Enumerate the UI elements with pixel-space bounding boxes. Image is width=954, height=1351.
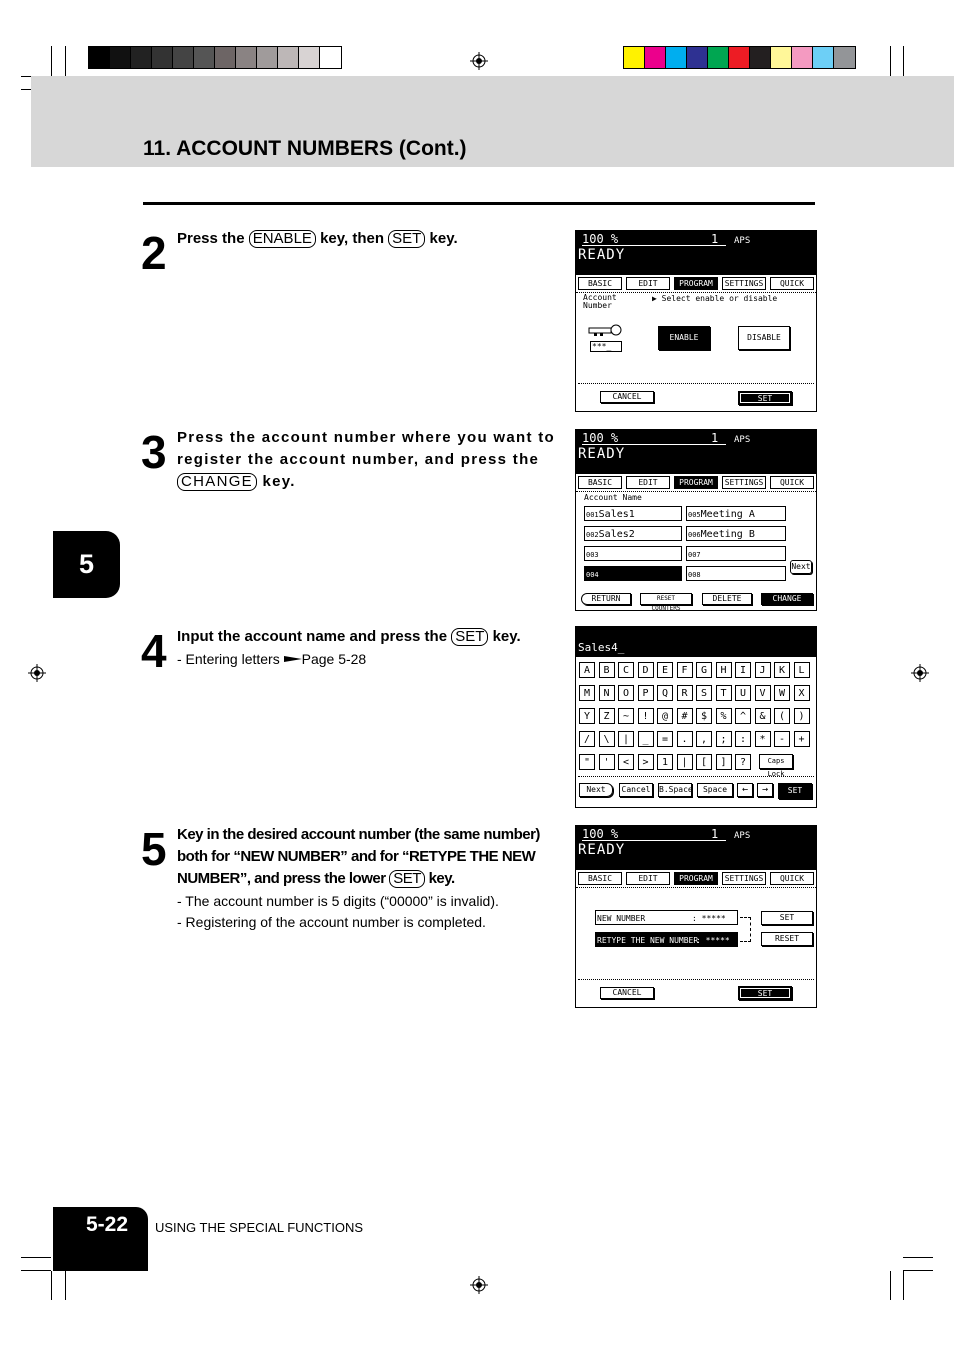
screen-keyboard	[575, 626, 817, 808]
divider	[578, 776, 814, 777]
key-3-7[interactable]: ;	[716, 731, 732, 747]
ready-status: READY	[578, 247, 626, 263]
key-2-8[interactable]: ^	[735, 708, 751, 724]
color-swatch	[299, 47, 320, 68]
account-name-heading: Account Name	[584, 493, 642, 502]
space-button[interactable]: Space	[697, 783, 733, 797]
key-2-4[interactable]: @	[657, 708, 673, 724]
crop-mark	[51, 46, 52, 76]
key-0-6[interactable]: G	[696, 662, 712, 678]
tab-program[interactable]: PROGRAM	[674, 476, 718, 489]
tab-basic[interactable]: BASIC	[578, 476, 622, 489]
color-swatch	[729, 47, 750, 68]
color-swatch	[215, 47, 236, 68]
set-button[interactable]: SET	[778, 783, 812, 799]
step-number: 4	[141, 625, 167, 677]
color-swatch	[750, 47, 771, 68]
key-4-7[interactable]: ]	[716, 754, 732, 770]
set-button[interactable]: SET	[738, 391, 792, 405]
key-2-9[interactable]: &	[755, 708, 771, 724]
key-2-3[interactable]: !	[638, 708, 654, 724]
key-3-2[interactable]: |	[618, 731, 634, 747]
retype-number-field[interactable]: RETYPE THE NEW NUMBER : *****	[595, 932, 738, 947]
copies-readout: 1	[711, 232, 719, 246]
tab-edit[interactable]: EDIT	[626, 476, 670, 489]
step-2-instruction: Press the ENABLE key, then SET key.	[177, 230, 458, 247]
key-4-1[interactable]: '	[599, 754, 615, 770]
key-0-3[interactable]: D	[638, 662, 654, 678]
screen-new-number	[575, 825, 817, 1008]
color-swatch	[792, 47, 813, 68]
key-4-5[interactable]: |	[677, 754, 693, 770]
color-swatch	[236, 47, 257, 68]
zoom-readout: 100 %	[582, 432, 726, 445]
reset-number-button[interactable]: RESET	[761, 932, 813, 946]
title-rule	[143, 202, 815, 205]
crop-mark	[65, 46, 66, 76]
key-1-7[interactable]: T	[716, 685, 732, 701]
set-key: SET	[451, 628, 488, 646]
key-2-0[interactable]: Y	[579, 708, 595, 724]
ready-status: READY	[578, 446, 626, 462]
screen-account-name	[575, 429, 817, 611]
zoom-readout: 100 %	[582, 233, 726, 246]
set-button[interactable]: SET	[738, 986, 792, 1000]
screen-tabs	[576, 872, 816, 885]
divider	[576, 491, 816, 492]
crop-mark	[890, 46, 891, 76]
tab-edit[interactable]: EDIT	[626, 277, 670, 290]
tab-quick[interactable]: QUICK	[770, 277, 814, 290]
aps-label: APS	[734, 236, 751, 246]
key-3-9[interactable]: *	[755, 731, 771, 747]
color-swatch	[708, 47, 729, 68]
registration-mark-icon	[28, 664, 46, 682]
account-cell[interactable]: 005Meeting A	[686, 506, 786, 521]
key-0-0[interactable]: A	[579, 662, 595, 678]
account-cell[interactable]: 007	[686, 546, 786, 561]
color-swatch	[131, 47, 152, 68]
gray-scale-bar	[88, 46, 342, 69]
key-3-6[interactable]: ,	[696, 731, 712, 747]
crop-mark	[903, 1270, 933, 1271]
color-swatch	[89, 47, 110, 68]
color-swatch	[666, 47, 687, 68]
key-2-6[interactable]: $	[696, 708, 712, 724]
color-swatch	[813, 47, 834, 68]
color-swatch	[771, 47, 792, 68]
connector-line	[740, 917, 751, 942]
step-3-instruction: Press the account number where you want to register the account number, and press the CHANGE key.	[177, 429, 556, 490]
key-1-2[interactable]: O	[618, 685, 634, 701]
account-cell[interactable]: 008	[686, 566, 786, 581]
color-swatch	[257, 47, 278, 68]
crop-mark	[21, 1257, 51, 1258]
key-0-5[interactable]: F	[677, 662, 693, 678]
key-4-6[interactable]: [	[696, 754, 712, 770]
tab-program[interactable]: PROGRAM	[674, 872, 718, 885]
color-swatch	[320, 47, 341, 68]
name-input[interactable]: Sales4_	[578, 641, 625, 654]
key-3-1[interactable]: \	[599, 731, 615, 747]
tab-settings[interactable]: SETTINGS	[722, 277, 766, 290]
account-cell[interactable]: 002Sales2	[584, 526, 682, 541]
copies-readout: 1	[711, 827, 719, 841]
cancel-button[interactable]: Cancel	[619, 783, 653, 797]
color-swatch	[834, 47, 855, 68]
page-number: 5-22	[86, 1213, 129, 1236]
tab-quick[interactable]: QUICK	[770, 476, 814, 489]
key-3-5[interactable]: .	[677, 731, 693, 747]
key-4-2[interactable]: <	[618, 754, 634, 770]
color-swatch	[173, 47, 194, 68]
enable-key: ENABLE	[249, 230, 316, 248]
return-button[interactable]: RETURN	[581, 593, 631, 605]
registration-mark-icon	[470, 1276, 488, 1294]
screen-status-bar	[576, 826, 816, 870]
tab-edit[interactable]: EDIT	[626, 872, 670, 885]
key-0-10[interactable]: K	[774, 662, 790, 678]
next-page-button[interactable]: Next	[790, 560, 812, 574]
key-1-4[interactable]: Q	[657, 685, 673, 701]
account-cell-selected[interactable]: 004	[584, 566, 682, 581]
aps-label: APS	[734, 435, 751, 445]
key-3-8[interactable]: :	[735, 731, 751, 747]
tab-settings[interactable]: SETTINGS	[722, 476, 766, 489]
account-cell[interactable]: 006Meeting B	[686, 526, 786, 541]
screen-enable-account	[575, 230, 817, 412]
crop-mark	[65, 1271, 66, 1300]
new-number-field[interactable]: NEW NUMBER : *****	[595, 910, 738, 925]
key-1-1[interactable]: N	[599, 685, 615, 701]
screen-status-bar	[576, 430, 816, 474]
tab-quick[interactable]: QUICK	[770, 872, 814, 885]
crop-mark	[903, 1257, 933, 1258]
key-3-0[interactable]: /	[579, 731, 595, 747]
section-footer: USING THE SPECIAL FUNCTIONS	[155, 1220, 364, 1235]
tab-basic[interactable]: BASIC	[578, 277, 622, 290]
step-5-note: - Registering of the account number is completed.	[177, 914, 486, 930]
change-key: CHANGE	[177, 473, 257, 491]
divider	[578, 979, 814, 980]
key-2-7[interactable]: %	[716, 708, 732, 724]
key-2-5[interactable]: #	[677, 708, 693, 724]
cursor-right-button[interactable]: →	[757, 783, 773, 797]
key-0-11[interactable]: L	[794, 662, 810, 678]
tab-program[interactable]: PROGRAM	[674, 277, 718, 290]
key-1-8[interactable]: U	[735, 685, 751, 701]
crop-mark	[890, 1271, 891, 1300]
copies-readout: 1	[711, 431, 719, 445]
tab-settings[interactable]: SETTINGS	[722, 872, 766, 885]
key-4-8[interactable]: ?	[735, 754, 751, 770]
cursor-left-button[interactable]: ←	[737, 783, 753, 797]
change-button[interactable]: CHANGE	[761, 593, 813, 605]
tab-basic[interactable]: BASIC	[578, 872, 622, 885]
key-0-4[interactable]: E	[657, 662, 673, 678]
backspace-button[interactable]: B.Space	[658, 783, 692, 797]
key-4-3[interactable]: >	[638, 754, 654, 770]
divider	[578, 383, 814, 384]
color-swatch	[645, 47, 666, 68]
set-key: SET	[389, 870, 425, 888]
divider	[576, 887, 816, 888]
ready-status: READY	[578, 842, 626, 858]
key-2-2[interactable]: ~	[618, 708, 634, 724]
key-1-10[interactable]: W	[774, 685, 790, 701]
color-swatch	[152, 47, 173, 68]
account-cell[interactable]: 001Sales1	[584, 506, 682, 521]
crop-mark	[51, 1271, 52, 1300]
key-1-11[interactable]: X	[794, 685, 810, 701]
key-3-4[interactable]: =	[657, 731, 673, 747]
key-4-4[interactable]: 1	[657, 754, 673, 770]
key-1-5[interactable]: R	[677, 685, 693, 701]
step-5-note: - The account number is 5 digits (“00000” is invalid).	[177, 893, 499, 909]
color-swatch	[687, 47, 708, 68]
step-number: 2	[141, 227, 167, 279]
cancel-button[interactable]: CANCEL	[600, 987, 654, 999]
delete-button[interactable]: DELETE	[702, 593, 752, 605]
screen-tabs	[576, 476, 816, 489]
color-swatch	[194, 47, 215, 68]
disable-button[interactable]: DISABLE	[738, 326, 790, 350]
step-4-instruction: Input the account name and press the SET key.	[177, 628, 521, 645]
color-swatch	[624, 47, 645, 68]
account-cell[interactable]: 003	[584, 546, 682, 561]
pointer-arrow-icon	[284, 654, 302, 664]
key-2-11[interactable]: )	[794, 708, 810, 724]
crop-mark	[21, 1270, 51, 1271]
chapter-tab: 5	[53, 531, 120, 598]
key-0-2[interactable]: C	[618, 662, 634, 678]
set-number-button[interactable]: SET	[761, 911, 813, 925]
screen-message: ▶ Select enable or disable	[652, 294, 778, 303]
step-4-reference: - Entering letters Page 5-28	[177, 651, 367, 667]
account-number-field[interactable]: ***_	[590, 341, 622, 352]
key-1-9[interactable]: V	[755, 685, 771, 701]
key-1-3[interactable]: P	[638, 685, 654, 701]
step-number: 5	[141, 823, 167, 875]
next-button[interactable]: Next	[579, 783, 613, 797]
reset-counters-button[interactable]: RESET COUNTERS	[640, 593, 692, 605]
key-0-7[interactable]: H	[716, 662, 732, 678]
key-2-1[interactable]: Z	[599, 708, 615, 724]
aps-label: APS	[734, 831, 751, 841]
input-bar	[576, 627, 816, 657]
enable-button[interactable]: ENABLE	[658, 326, 710, 350]
step-5-instruction: Key in the desired account number (the same number) both for “NEW NUMBER” and for “RETYPE THE NEW NUMBER”, and press the lower SET key.	[177, 826, 540, 887]
color-calibration-bar	[623, 46, 856, 69]
caps-lock-button[interactable]: Caps Lock	[759, 754, 793, 769]
registration-mark-icon	[470, 52, 488, 70]
key-3-10[interactable]: -	[774, 731, 790, 747]
key-1-0[interactable]: M	[579, 685, 595, 701]
set-key: SET	[388, 230, 425, 248]
key-3-11[interactable]: +	[794, 731, 810, 747]
key-2-10[interactable]: (	[774, 708, 790, 724]
account-number-label: Account Number	[583, 293, 617, 310]
key-0-9[interactable]: J	[755, 662, 771, 678]
page-title: 11. ACCOUNT NUMBERS (Cont.)	[143, 137, 467, 160]
crop-mark	[903, 46, 904, 76]
screen-tabs	[576, 277, 816, 290]
registration-mark-icon	[911, 664, 929, 682]
cancel-button[interactable]: CANCEL	[600, 391, 654, 403]
crop-mark	[903, 1271, 904, 1300]
key-0-1[interactable]: B	[599, 662, 615, 678]
color-swatch	[278, 47, 299, 68]
key-0-8[interactable]: I	[735, 662, 751, 678]
key-1-6[interactable]: S	[696, 685, 712, 701]
key-icon	[588, 324, 624, 338]
key-3-3[interactable]: _	[638, 731, 654, 747]
screen-status-bar	[576, 231, 816, 275]
step-number: 3	[141, 426, 167, 478]
key-4-0[interactable]: "	[579, 754, 595, 770]
zoom-readout: 100 %	[582, 828, 726, 841]
color-swatch	[110, 47, 131, 68]
